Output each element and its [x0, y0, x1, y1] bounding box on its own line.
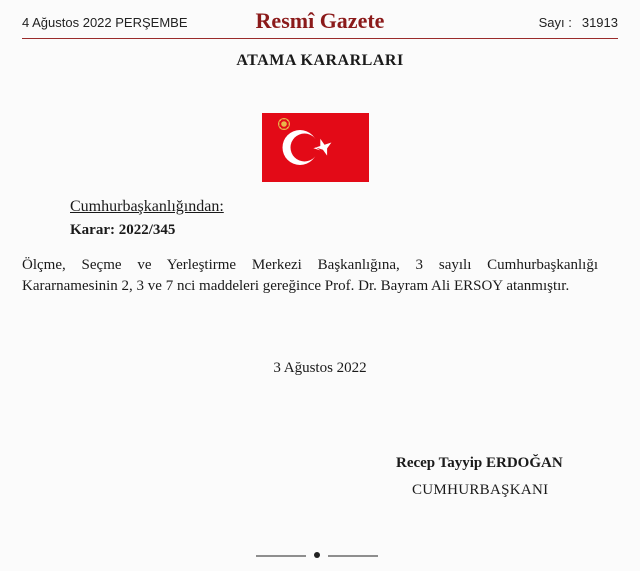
issuer-heading: Cumhurbaşkanlığından: [70, 198, 224, 215]
gazette-title: Resmî Gazete [255, 8, 385, 33]
issue-info [539, 15, 618, 30]
signer-name: Recep Tayyip ERDOĞAN [396, 455, 563, 471]
decision-number: Karar: 2022/345 [70, 222, 176, 238]
issue-label: Sayı : [538, 15, 572, 30]
publication-date: 4 Ağustos 2022 PERŞEMBE [22, 15, 188, 30]
turkish-flag-icon [262, 113, 369, 182]
header-divider [22, 38, 618, 39]
signing-date: 3 Ağustos 2022 [273, 360, 367, 376]
signer-title: CUMHURBAŞKANI [412, 482, 549, 498]
decision-body: Ölçme, Seçme ve Yerleştirme Merkezi Başkanlığına, 3 sayılı Cumhurbaşkanlığı Kararnamesinin 2, 3 ve 7 nci maddeleri gereğince Prof. Dr. Bayram Ali ERSOY atanmıştır. [22, 257, 598, 294]
section-title: ATAMA KARARLARI [236, 52, 404, 69]
issue-number: 31913 [581, 15, 618, 30]
end-divider [256, 549, 378, 561]
